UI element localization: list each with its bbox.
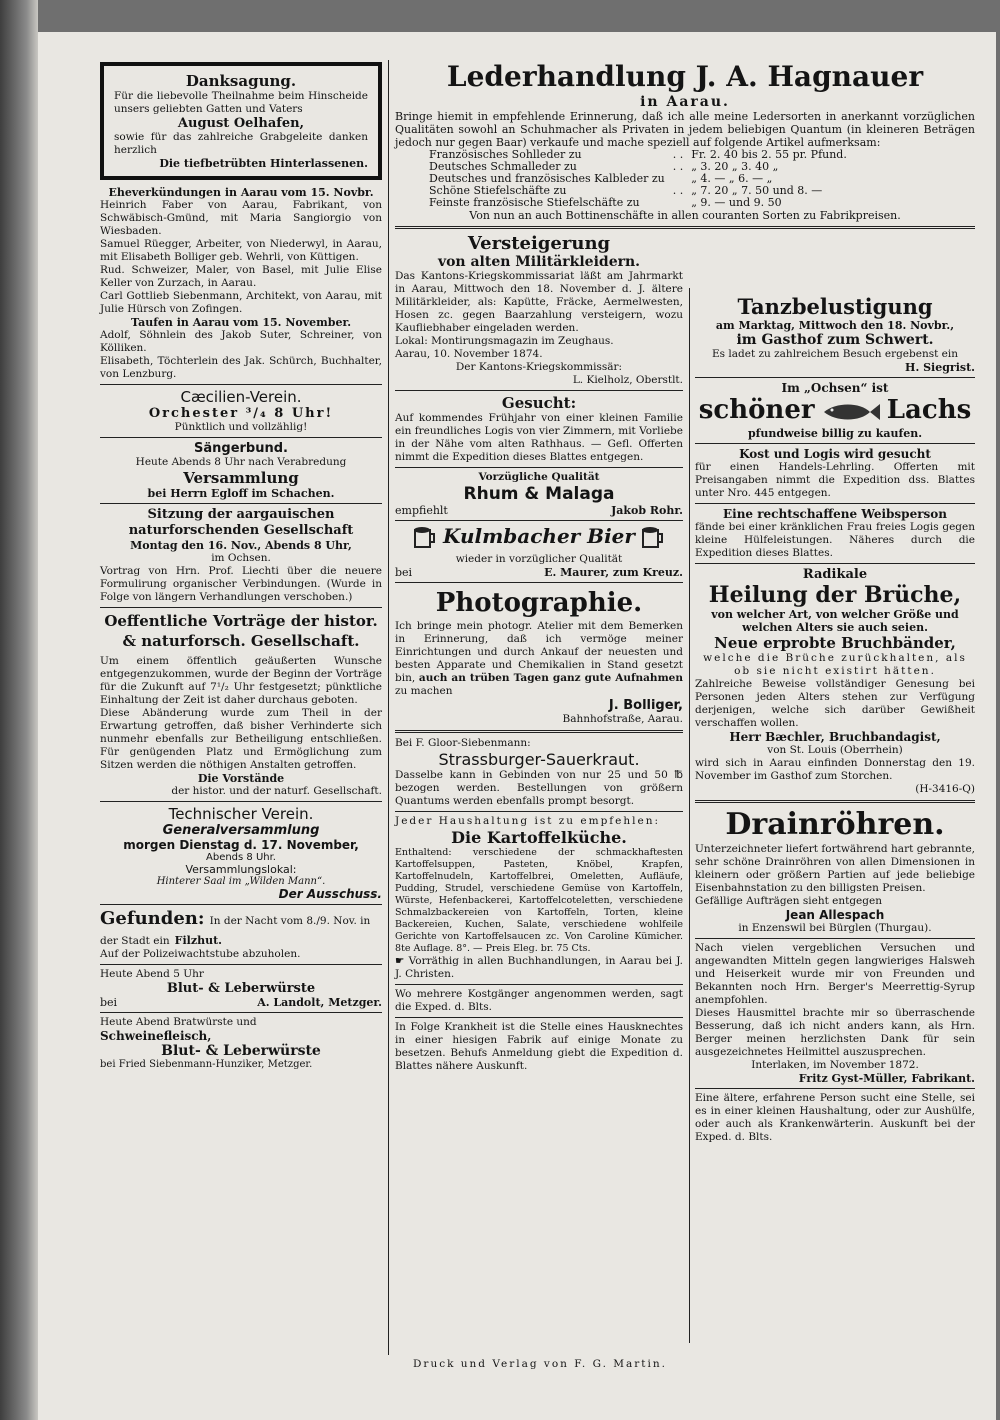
kulmbacher-name: E. Maurer, zum Kreuz. [544, 565, 683, 579]
blut1-bei: bei [100, 996, 118, 1009]
bruchbaender-title: Neue erprobte Bruchbänder, [714, 633, 956, 652]
leder-text: Bringe hiemit in empfehlende Erinnerung, daß ich alle meine Ledersorten in anerkannt vorzüglichen Qualitäten sowohl an Schuhmacher als Privaten in jedem beliebigen Quantum (in kleineren Beträgen jedoch nur gegen Baar) verkaufe und mache speziell auf folgende Artikel aufmerksam: [395, 110, 975, 149]
kueche-foot: Vorräthig in allen Buchhandlungen, in Aarau bei J. J. Christen. [395, 954, 683, 980]
weibsperson-title: Eine rechtschaffene Weibsperson [722, 506, 948, 521]
saengerbund-versammlung: Versammlung [183, 469, 299, 487]
logis-title: Kost und Logis wird gesucht [739, 446, 931, 461]
versteigerung-date: Aarau, 10. November 1874. [395, 348, 543, 360]
gesucht-title: Gesucht: [501, 394, 577, 412]
kueche-text: Enthaltend: verschiedene der schmackhaftesten Kartoffelsuppen, Pasteten, Knöbel, Krapfen, Kartoffelnudeln, Kartoffelbrei, Omeletten, Aufläufe, Pudding, Strudel, verschiedene Gemüse von Kartoffeln, Würste, Hefenbackerei, Kartoffelcoteletten, verschiedene Schmalzbackereien von Kartoffeln, Torten, kleine Backereien, Kuchen, Salate, verschiedene wohlfeile Gerichte von Kartoffelsaucen zc. Von Caroline Kümicher. 8te Auflage. 8°. — Preis Eleg. br. 75 Cts. [395, 846, 683, 954]
price-value: „ 4. — „ 6. — „ [691, 172, 773, 185]
price-dots: . . [672, 184, 684, 197]
marriage-entry: Samuel Rüegger, Arbeiter, von Niederwyl, in Aarau, mit Elisabeth Bolliger geb. Wehrli, von Küttigen. [100, 238, 382, 263]
kulmbacher-bei: bei [395, 565, 413, 579]
bruchbaender-sub: welche die Brüche zurückhalten, als ob sie nicht existirt hätten. [703, 651, 967, 677]
marriage-entry: Carl Gottlieb Siebenmann, Architekt, von Aarau, mit Julie Hürsch von Zofingen. [100, 290, 382, 315]
blut2-bei: bei [100, 1059, 116, 1070]
leder-price-table [425, 149, 851, 209]
person-text: Eine ältere, erfahrene Person sucht eine Stelle, sei es in einer kleinen Haushaltung, oder zur Aushülfe, oder auch als Krankenwärterin. Auskunft bei der Exped. d. Blts. [695, 1091, 975, 1143]
price-item: Schöne Stiefelschäfte zu [429, 184, 567, 197]
gefunden-title: Gefunden: [100, 908, 205, 929]
bruch-code: (H-3416-Q) [915, 782, 975, 795]
marriage-title: Eheverkündungen in Aarau vom 15. Novbr. [108, 186, 374, 199]
versteigerung-name: L. Kielholz, Oberstlt. [572, 374, 683, 386]
saengerbund-title: Sängerbund. [194, 441, 288, 456]
price-value: „ 3. 20 „ 3. 40 „ [691, 160, 779, 173]
price-value: Fr. 2. 40 bis 2. 55 pr. Pfund. [691, 148, 847, 161]
vortraege-sign2: der histor. und der naturf. Gesellschaft. [171, 785, 382, 797]
pointing-hand-icon: ☛ [395, 954, 405, 967]
gefunden-text2: Auf der Polizeiwachtstube abzuholen. [100, 948, 301, 960]
drain-name: Jean Allespach [785, 907, 885, 922]
thanks-signature: Die tiefbetrübten Hinterlassenen. [159, 157, 368, 170]
drain-text: Unterzeichneter liefert fortwährend hart gebrannte, sehr schöne Drainröhren von allen Dimensionen in kleinern oder größern Partien auf jede beliebige Eisenbahnstation zu den billigsten Preisen. [695, 842, 975, 894]
kraut-text: Dasselbe kann in Gebinden von nur 25 und 50 ℔ bezogen werden. Bestellungen von größern Quantums werden ebenfalls prompt besorgt. [395, 768, 683, 807]
blut2-line: Heute Abend Bratwürste und [100, 1016, 257, 1028]
rhum-name: Jakob Rohr. [611, 504, 683, 517]
meerrettig-sign: Fritz Gyst-Müller, Fabrikant. [798, 1071, 975, 1085]
photo-addr: Bahnhofstraße, Aarau. [562, 712, 683, 725]
hausknecht-text: In Folge Krankheit ist die Stelle eines Hausknechtes in einer hiesigen Fabrik auf einige Monate zu besetzen. Behufs Anmeldung giebt die Expedition d. Blattes nähere Auskunft. [395, 1020, 683, 1072]
gefunden-item: Filzhut. [174, 934, 222, 947]
photo-text2: zu machen [395, 684, 453, 697]
bruch-from: von St. Louis (Oberrhein) [767, 743, 903, 756]
baptism-entry: Elisabeth, Töchterlein des Jak. Schürch, Buchhalter, von Lenzburg. [100, 355, 382, 380]
sitzung-text: Vortrag von Hrn. Prof. Liechti über die neuere Formulirung organischer Verbindungen. (Wurde in Folge von längern Verhandlungen verschoben.) [100, 565, 382, 603]
versteigerung-lokal: Lokal: Montirungsmagazin im Zeughaus. [395, 335, 614, 347]
rhum-line: Vorzügliche Qualität [478, 471, 600, 483]
column-rule [388, 60, 389, 1355]
price-item: Deutsches Schmalleder zu [429, 160, 577, 173]
sitzung-title: Sitzung der aargauischen naturforschenden Gesellschaft [128, 507, 354, 538]
vortraege-title: Oeffentliche Vorträge der histor. & naturforsch. Gesellschaft. [104, 612, 378, 650]
leder-foot: Von nun an auch Bottinenschäfte in allen couranten Sorten zu Fabrikpreisen. [469, 209, 901, 222]
technischer-time: Abends 8 Uhr. [206, 852, 276, 863]
thanks-title: Danksagung. [185, 72, 297, 90]
lachs-word1: schöner [698, 395, 815, 425]
bruch-title: Heilung der Brüche, [708, 581, 962, 608]
sitzung-date: Montag den 16. Nov., Abends 8 Uhr, [130, 539, 352, 552]
kraut-line: Bei F. Gloor-Siebenmann: [395, 736, 531, 749]
technischer-lokal-label: Versammlungslokal: [185, 863, 297, 876]
thanks-name: August Oelhafen, [177, 116, 305, 131]
drain-line: Gefällige Aufträgen sieht entgegen [695, 894, 882, 907]
technischer-line: Generalversammlung [162, 823, 320, 838]
blut1-title: Blut- & Leberwürste [166, 981, 316, 996]
price-item: Feinste französische Stiefelschäfte zu [429, 196, 640, 209]
technischer-lokal: Hinterer Saal im „Wilden Mann“. [156, 876, 326, 887]
price-value: „ 9. — und 9. 50 [691, 196, 782, 209]
column-left [100, 60, 382, 1070]
photo-title: Photographie. [435, 587, 643, 618]
versteigerung-sub: von alten Militärkleidern. [437, 254, 641, 270]
caecilien-title: Cæcilien-Verein. [180, 388, 302, 406]
blut2-line2: Schweinefleisch, [100, 1029, 212, 1043]
price-dots: . . [672, 160, 684, 173]
bruch-text2: wird sich in Aarau einfinden Donnerstag den 19. November im Gasthof zum Storchen. [695, 756, 975, 782]
beer-mug-icon [640, 525, 666, 553]
tanz-name: H. Siegrist. [905, 361, 975, 374]
baptism-title: Taufen in Aarau vom 15. November. [130, 316, 352, 329]
rhum-empfiehlt: empfiehlt [395, 504, 448, 517]
tanz-place: im Gasthof zum Schwert. [736, 332, 934, 348]
blut1-line: Heute Abend 5 Uhr [100, 968, 204, 980]
leder-title: Lederhandlung J. A. Hagnauer [446, 60, 924, 93]
thanks-text: Für die liebevolle Theilnahme beim Hinscheide unsers geliebten Gatten und Vaters [114, 90, 368, 115]
price-value: „ 7. 20 „ 7. 50 und 8. — [691, 184, 823, 197]
drain-title: Drainröhren. [725, 806, 945, 842]
kulmbacher-line: wieder in vorzüglicher Qualität [455, 552, 623, 565]
bruch-name: Herr Bæchler, Bruchbandagist, [729, 729, 941, 744]
kueche-line: Jeder Haushaltung ist zu empfehlen: [395, 814, 661, 827]
vortraege-text2: Diese Abänderung wurde zum Theil in der Erwartung getroffen, daß bisher Verhinderte sich nunmehr ebenfalls zur Betheiligung entschließen. Für genügenden Platz und Ermöglichung zum Sitzen werden die nöthigen Anstalten getroffen. [100, 707, 382, 771]
price-dots [669, 197, 688, 209]
kraut-title: Strassburger-Sauerkraut. [438, 749, 640, 769]
versteigerung-title: Versteigerung [467, 233, 611, 254]
photo-bold: auch an trüben Tagen ganz gute Aufnahmen [418, 671, 683, 684]
baptism-entry: Adolf, Söhnlein des Jakob Suter, Schreiner, von Kölliken. [100, 329, 382, 354]
lachs-sub: pfundweise billig zu kaufen. [747, 426, 923, 440]
vortraege-text1: Um einem öffentlich geäußerten Wunsche entgegenzukommen, wurde der Beginn der Vorträge für die Zukunft auf 7¹/₂ Uhr festgesetzt; pünktliche Einhaltung der Zeit ist daher durchaus geboten. [100, 655, 382, 706]
price-dots: . . [672, 148, 684, 161]
gefunden-text: In der Nacht vom 8./9. Nov. in der Stadt ein [100, 915, 371, 947]
meerrettig-text2: Dieses Hausmittel brachte mir so überraschende Besserung, daß ich nicht anders kann, als Hrn. Berger meinen herzlichsten Dank für sein ausgezeichnetes Heilmittel auszusprechen. [695, 1006, 975, 1058]
technischer-sign: Der Ausschuss. [278, 887, 382, 901]
lachs-word2: Lachs [886, 395, 972, 425]
gesucht-text: Auf kommendes Frühjahr von einer kleinen Familie ein freundliches Logis von vier Zimmern, mit Vorliebe in der Nähe vom alten Rathhaus. — Gefl. Offerten nimmt die Expedition dieses Blattes entgegen. [395, 412, 683, 463]
kulmbacher-title: Kulmbacher Bier [443, 524, 635, 548]
technischer-title: Technischer Verein. [168, 805, 314, 823]
kulmbacher-header [395, 524, 683, 553]
kueche-title: Die Kartoffelküche. [451, 827, 627, 847]
logis-text: für einen Handels-Lehrling. Offerten mit Preisangaben nimmt die Expedition dss. Blattes unter Nro. 445 entgegen. [695, 460, 975, 499]
bruch-text: Zahlreiche Beweise vollständiger Genesung bei Personen jeden Alters stehen zur Verfügung derjenigen, welche sich darüber Gewißheit verschaffen wollen. [695, 677, 975, 729]
marriage-entry: Rud. Schweizer, Maler, von Basel, mit Julie Elise Keller von Zurzach, in Aarau. [100, 264, 382, 289]
imprint-footer: Druck und Verlag von F. G. Martin. [413, 1358, 667, 1370]
kostgaenger-text: Wo mehrere Kostgänger angenommen werden, sagt die Exped. d. Blts. [395, 987, 683, 1013]
sitzung-place: im Ochsen. [211, 552, 271, 564]
leder-sub: in Aarau. [640, 94, 730, 110]
table-row [425, 197, 851, 209]
tanz-invite: Es ladet zu zahlreichem Besuch ergebenst ein [712, 348, 958, 360]
beer-mug-icon [412, 525, 438, 553]
lachs-line: Im „Ochsen“ ist [781, 381, 889, 395]
saengerbund-line: Heute Abends 8 Uhr nach Verabredung [135, 456, 347, 468]
price-item: Französisches Sohlleder zu [429, 148, 582, 161]
blut1-name: A. Landolt, Metzger. [257, 996, 382, 1009]
fish-icon [820, 401, 882, 427]
column-right [695, 294, 975, 1144]
photo-text: Ich bringe mein photogr. Atelier mit dem Bemerken in Erinnerung, daß ich vermöge meiner Einrichtungen und durch Ankauf der neuesten und besten Apparate und Chemikalien in Stand gesetzt bin, [395, 619, 683, 684]
photo-name: J. Bolliger, [608, 697, 683, 713]
blut2-name: Fried Siebenmann-Hunziker, Metzger. [118, 1059, 313, 1070]
thanks-notice [100, 62, 382, 180]
weibsperson-text: fände bei einer kränklichen Frau freies Logis gegen kleine Hülfeleistungen. Näheres durch die Expedition dieses Blattes. [695, 520, 975, 559]
caecilien-sub: Pünktlich und vollzählig! [174, 421, 308, 433]
vortraege-sign: Die Vorstände [197, 772, 285, 785]
thanks-text2: sowie für das zahlreiche Grabgeleite danken herzlich [114, 131, 368, 156]
bruch-sub: von welcher Art, von welcher Größe und welchen Alters sie auch seien. [711, 607, 959, 634]
blut2-title: Blut- & Leberwürste [161, 1043, 321, 1059]
rhum-title: Rhum & Malaga [463, 484, 615, 504]
saengerbund-place: bei Herrn Egloff im Schachen. [147, 487, 335, 500]
tanz-title: Tanzbelustigung [737, 294, 933, 319]
marriage-entry: Heinrich Faber von Aarau, Fabrikant, von Schwäbisch-Gmünd, mit Maria Sangiorgio von Wiesbaden. [100, 199, 382, 237]
lachs-header [695, 395, 975, 427]
drain-addr: in Enzenswil bei Bürglen (Thurgau). [738, 921, 932, 934]
versteigerung-text: Das Kantons-Kriegskommissariat läßt am Jahrmarkt in Aarau, Mittwoch den 18. November d. J. ältere Militärkleider, als: Kapütte, Fräcke, Aermelwesten, Hosen zc. gegen Baarzahlung versteigern, wozu Kaufliebhaber eingeladen werden. [395, 270, 683, 334]
gefunden-notice [100, 908, 382, 961]
bruch-line: Radikale [802, 566, 868, 582]
caecilien-line: Orchester ³/₄ 8 Uhr! [148, 406, 334, 421]
technischer-date: morgen Dienstag d. 17. November, [123, 838, 359, 852]
versteigerung-sign: Der Kantons-Kriegskommissär: [455, 361, 623, 373]
meerrettig-date: Interlaken, im November 1872. [751, 1058, 919, 1071]
price-item: Deutsches und französisches Kalbleder zu [429, 172, 665, 185]
meerrettig-text: Nach vielen vergeblichen Versuchen und angewandten Mitteln gegen langwieriges Halsweh und Heiserkeit wurde mir von Freunden und Bekannten noch Hrn. Berger's Meerrettig-Syrup anempfohlen. [695, 941, 975, 1006]
binding-gutter [0, 0, 38, 1420]
tanz-date: am Marktag, Mittwoch den 18. Novbr., [715, 319, 955, 332]
